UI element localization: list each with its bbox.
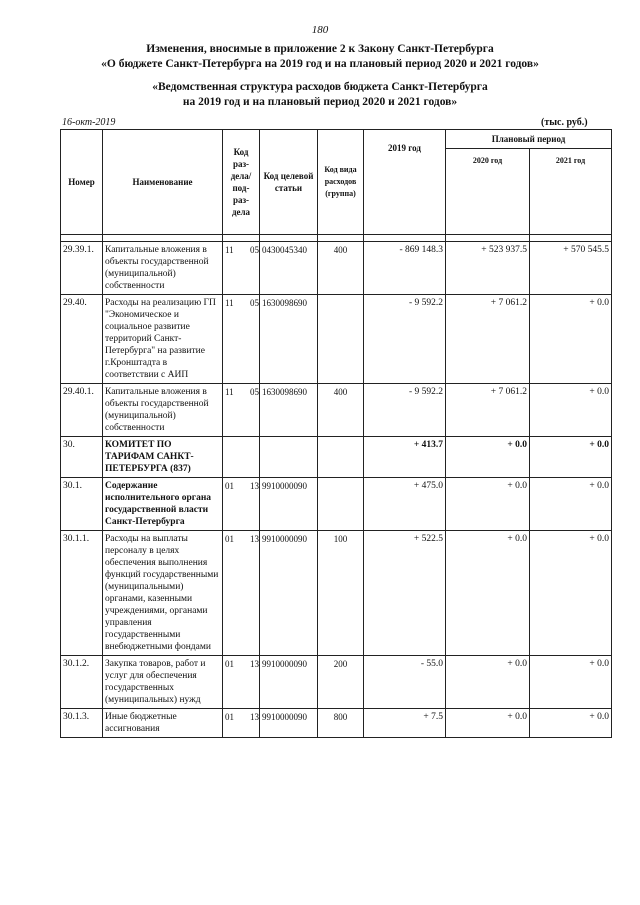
- cell-num: 30.1.3.: [63, 712, 90, 722]
- row-value-2019: [364, 384, 446, 437]
- row-target-code: [260, 656, 318, 709]
- row-value-2021: [530, 437, 612, 478]
- cell-target: 0430045340: [262, 245, 307, 255]
- row-section-code: [223, 709, 260, 738]
- row-type-code: [318, 384, 364, 437]
- cell-num: 29.40.: [63, 298, 87, 308]
- budget-table: [60, 129, 612, 738]
- cell-target: 9910000090: [262, 534, 307, 544]
- cell-sec-b: 05: [250, 298, 259, 308]
- header-name: Наименование: [103, 130, 223, 235]
- cell-v2021: + 0.0: [589, 440, 609, 450]
- row-name: [103, 242, 223, 295]
- document-date: 16-окт-2019: [62, 117, 116, 128]
- cell-v2019: - 869 148.3: [399, 245, 443, 255]
- cell-type: 400: [333, 387, 348, 397]
- title-line-2: «О бюджете Санкт-Петербурга на 2019 год и на плановый период 2020 и 2021 годов»: [101, 58, 539, 70]
- row-type-code: [318, 242, 364, 295]
- row-value-2019: [364, 437, 446, 478]
- header-2019: 2019 год: [364, 130, 446, 235]
- cell-name: Расходы на выплаты персоналу в целях обеспечения выполнения функций государственными (муниципальными) органами, казенными учреждениями, органами управления государственными внебюджетными фондами: [105, 534, 219, 652]
- row-number: [61, 478, 103, 531]
- row-type-code: [318, 437, 364, 478]
- cell-v2021: + 570 545.5: [563, 245, 609, 255]
- cell-v2020: + 7 061.2: [490, 298, 527, 308]
- page-number: 180: [311, 24, 329, 36]
- row-number: [61, 531, 103, 656]
- cell-num: 29.40.1.: [63, 387, 94, 397]
- cell-num: 29.39.1.: [63, 245, 94, 255]
- header-2020: 2020 год: [446, 149, 530, 235]
- cell-name: Капитальные вложения в объекты государственной (муниципальной) собственности: [105, 387, 209, 433]
- row-value-2021: [530, 531, 612, 656]
- row-section-code: [223, 295, 260, 384]
- row-value-2019: [364, 656, 446, 709]
- table-row: [61, 531, 612, 656]
- document-title: [0, 42, 640, 72]
- row-target-code: [260, 384, 318, 437]
- row-value-2020: [446, 384, 530, 437]
- cell-v2020: + 7 061.2: [490, 387, 527, 397]
- table-row: [61, 709, 612, 738]
- cell-v2020: + 0.0: [507, 534, 527, 544]
- table-row: [61, 242, 612, 295]
- cell-num: 30.1.: [63, 481, 82, 491]
- cell-type: 800: [333, 712, 348, 722]
- cell-sec-a: 11: [225, 298, 234, 308]
- row-target-code: [260, 531, 318, 656]
- document-subtitle: [0, 80, 640, 110]
- row-number: [61, 709, 103, 738]
- row-type-code: [318, 295, 364, 384]
- row-number: [61, 384, 103, 437]
- row-value-2019: [364, 531, 446, 656]
- row-value-2020: [446, 437, 530, 478]
- cell-num: 30.: [63, 440, 75, 450]
- cell-v2020: + 0.0: [507, 440, 527, 450]
- cell-v2021: + 0.0: [589, 298, 609, 308]
- title-line-1: Изменения, вносимые в приложение 2 к Закону Санкт-Петербурга: [146, 43, 494, 55]
- header-type: Код вида расходов (группа): [318, 130, 364, 235]
- row-name: [103, 656, 223, 709]
- cell-sec-a: 01: [225, 481, 234, 491]
- row-value-2020: [446, 656, 530, 709]
- header-number: Номер: [61, 130, 103, 235]
- cell-target: 1630098690: [262, 298, 307, 308]
- row-number: [61, 437, 103, 478]
- cell-v2021: + 0.0: [589, 659, 609, 669]
- cell-name: Закупка товаров, работ и услуг для обеспечения государственных (муниципальных) нужд: [105, 659, 206, 705]
- cell-v2019: + 7.5: [423, 712, 443, 722]
- row-name: [103, 384, 223, 437]
- header-2021: 2021 год: [530, 149, 612, 235]
- row-type-code: [318, 531, 364, 656]
- header-target: Код целевой статьи: [260, 130, 318, 235]
- cell-v2021: + 0.0: [589, 534, 609, 544]
- cell-type: 200: [333, 659, 348, 669]
- cell-v2019: + 413.7: [413, 440, 443, 450]
- header-spacer: [61, 235, 612, 242]
- cell-sec-a: 01: [225, 659, 234, 669]
- row-value-2021: [530, 295, 612, 384]
- row-target-code: [260, 709, 318, 738]
- row-target-code: [260, 478, 318, 531]
- units-label: (тыс. руб.): [541, 117, 588, 128]
- cell-v2021: + 0.0: [589, 387, 609, 397]
- row-target-code: [260, 437, 318, 478]
- cell-sec-b: 05: [250, 245, 259, 255]
- cell-type: 100: [333, 534, 348, 544]
- cell-sec-b: 13: [250, 481, 259, 491]
- row-value-2021: [530, 478, 612, 531]
- cell-v2019: - 9 592.2: [408, 298, 443, 308]
- row-number: [61, 295, 103, 384]
- row-name: [103, 709, 223, 738]
- cell-target: 9910000090: [262, 712, 307, 722]
- cell-v2019: - 55.0: [420, 659, 443, 669]
- row-section-code: [223, 531, 260, 656]
- row-value-2020: [446, 478, 530, 531]
- row-name: [103, 478, 223, 531]
- row-number: [61, 242, 103, 295]
- cell-v2020: + 0.0: [507, 481, 527, 491]
- cell-num: 30.1.1.: [63, 534, 90, 544]
- cell-num: 30.1.2.: [63, 659, 90, 669]
- cell-v2019: + 475.0: [413, 481, 443, 491]
- row-value-2021: [530, 709, 612, 738]
- cell-v2021: + 0.0: [589, 712, 609, 722]
- table-row: [61, 295, 612, 384]
- row-value-2019: [364, 709, 446, 738]
- row-section-code: [223, 656, 260, 709]
- cell-sec-b: 13: [250, 659, 259, 669]
- row-value-2019: [364, 242, 446, 295]
- header-section: Код раз-дела/ под-раз-дела: [223, 130, 260, 235]
- cell-sec-b: 13: [250, 534, 259, 544]
- row-section-code: [223, 478, 260, 531]
- cell-v2020: + 523 937.5: [481, 245, 527, 255]
- cell-v2019: + 522.5: [413, 534, 443, 544]
- table-row: [61, 437, 612, 478]
- cell-sec-a: 11: [225, 245, 234, 255]
- row-value-2020: [446, 295, 530, 384]
- row-type-code: [318, 656, 364, 709]
- row-name: [103, 295, 223, 384]
- row-value-2021: [530, 384, 612, 437]
- row-value-2019: [364, 295, 446, 384]
- row-type-code: [318, 478, 364, 531]
- table-row: [61, 384, 612, 437]
- row-name: [103, 437, 223, 478]
- cell-name: Иные бюджетные ассигнования: [105, 712, 177, 734]
- row-value-2020: [446, 709, 530, 738]
- cell-sec-a: 01: [225, 534, 234, 544]
- row-value-2021: [530, 656, 612, 709]
- row-target-code: [260, 295, 318, 384]
- cell-type: 400: [333, 245, 348, 255]
- cell-v2020: + 0.0: [507, 712, 527, 722]
- cell-sec-b: 13: [250, 712, 259, 722]
- row-section-code: [223, 242, 260, 295]
- cell-sec-a: 01: [225, 712, 234, 722]
- cell-v2020: + 0.0: [507, 659, 527, 669]
- table-row: [61, 656, 612, 709]
- cell-sec-b: 05: [250, 387, 259, 397]
- row-section-code: [223, 384, 260, 437]
- cell-v2019: - 9 592.2: [408, 387, 443, 397]
- row-number: [61, 656, 103, 709]
- cell-name: Расходы на реализацию ГП "Экономическое и социальное развитие территорий Санкт-Петербурга" на развитие г.Кронштадта в соответствии с АИП: [105, 298, 216, 380]
- cell-target: 1630098690: [262, 387, 307, 397]
- cell-name: КОМИТЕТ ПО ТАРИФАМ САНКТ-ПЕТЕРБУРГА (837): [105, 440, 194, 474]
- row-value-2019: [364, 478, 446, 531]
- subtitle-line-2: на 2019 год и на плановый период 2020 и 2021 годов»: [182, 96, 458, 108]
- table-row: [61, 478, 612, 531]
- header-row: [61, 130, 612, 149]
- cell-name: Содержание исполнительного органа государственной власти Санкт-Петербурга: [105, 481, 212, 527]
- cell-target: 9910000090: [262, 481, 307, 491]
- cell-name: Капитальные вложения в объекты государственной (муниципальной) собственности: [105, 245, 209, 291]
- subtitle-line-1: «Ведомственная структура расходов бюджета Санкт-Петербурга: [152, 81, 488, 93]
- cell-target: 9910000090: [262, 659, 307, 669]
- row-name: [103, 531, 223, 656]
- cell-v2021: + 0.0: [589, 481, 609, 491]
- header-planned: Плановый период: [446, 130, 612, 149]
- row-type-code: [318, 709, 364, 738]
- row-value-2021: [530, 242, 612, 295]
- row-target-code: [260, 242, 318, 295]
- row-section-code: [223, 437, 260, 478]
- row-value-2020: [446, 242, 530, 295]
- cell-sec-a: 11: [225, 387, 234, 397]
- row-value-2020: [446, 531, 530, 656]
